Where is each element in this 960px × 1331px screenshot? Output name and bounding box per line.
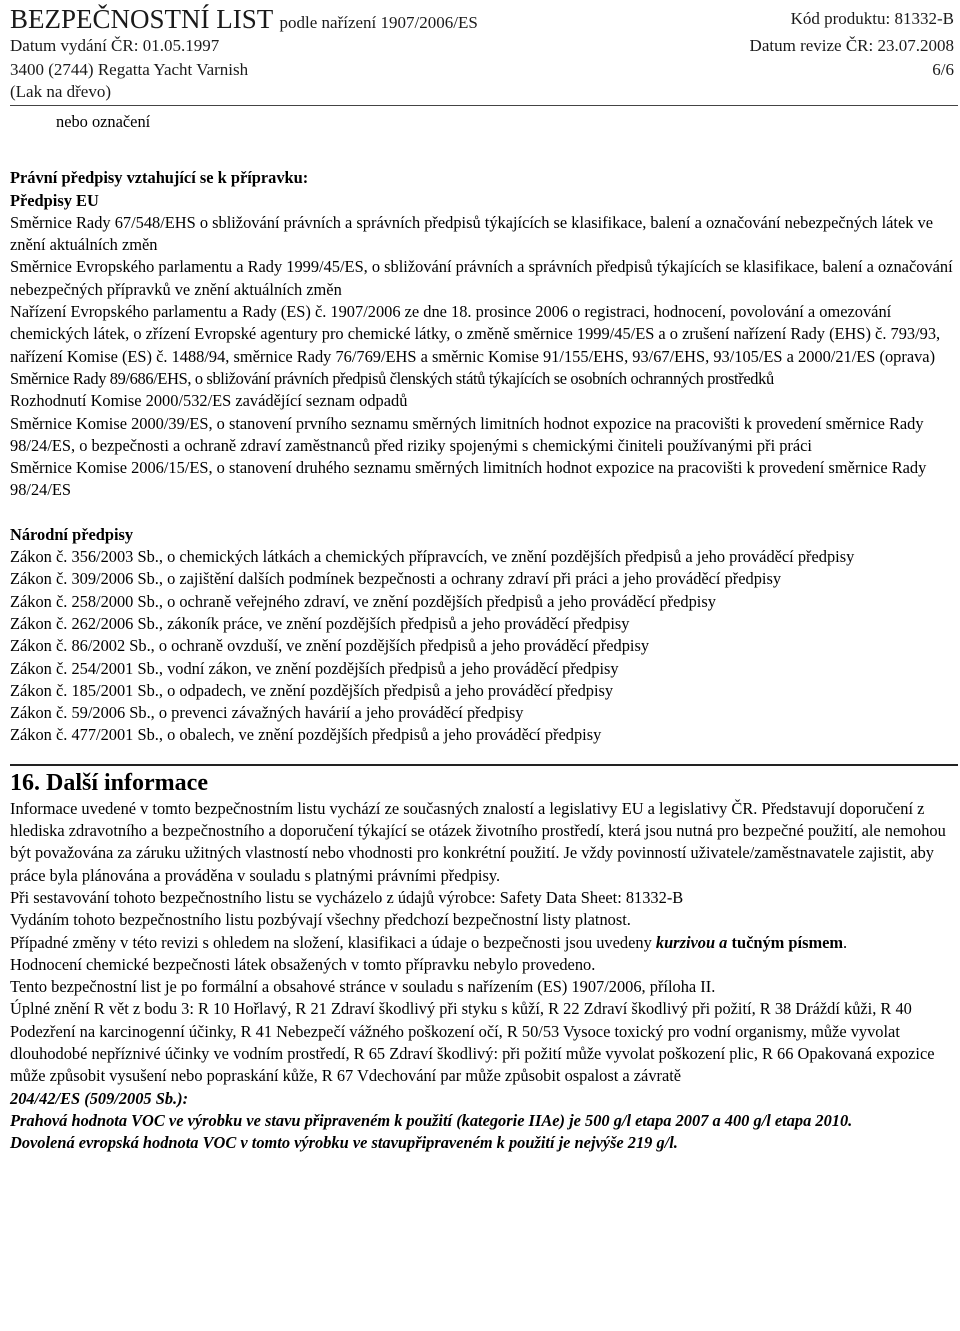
revision-note: Případné změny v této revizi s ohledem na složení, klasifikaci a údaje o bezpečnosti jsou uvedeny kurzivou a tučným písmem. <box>10 932 848 952</box>
voc-directive: 204/42/ES (509/2005 Sb.): <box>10 1088 189 1108</box>
voc-max-value: Dovolená evropská hodnota VOC v tomto výrobku ve stavupřipraveném k použití je nejvýše 219 g/l. <box>10 1133 678 1153</box>
info-paragraph: Informace uvedené v tomto bezpečnostním listu vychází ze současných znalostí a legislativy EU a legislativy ČR. Představují doporučení z hlediska zdravotního a bezpečnostního a doporučení týkající se otázek životního prostředí, která jsou nutná pro bezpečné použití, ale nemohou být považována za záruku užitných vlastností nebo vhodnosti pro konkrétní použití. Je vždy povinností uživatele/zaměstnavatele zajistit, aby práce byla plánována a prováděna v souladu s platnými právními předpisy. <box>10 798 946 885</box>
eu-item: Rozhodnutí Komise 2000/532/ES zavádějící seznam odpadů <box>10 391 408 411</box>
national-item: Zákon č. 258/2000 Sb., o ochraně veřejného zdraví, ve znění pozdějších předpisů a jeho prováděcí předpisy <box>10 591 716 611</box>
eu-item: Směrnice Komise 2006/15/ES, o stanovení druhého seznamu směrných limitních hodnot expozice na pracovišti k provedení směrnice Rady 98/24/ES <box>10 458 927 500</box>
header-row-1 <box>10 0 958 34</box>
legal-section <box>10 167 958 746</box>
regulation-reference: podle nařízení 1907/2006/ES <box>279 13 478 32</box>
info-paragraph: Tento bezpečnostní list je po formální a obsahové stránce v souladu s nařízením (ES) 1907/2006, příloha II. <box>10 977 716 997</box>
eu-item: Směrnice Komise 2000/39/ES, o stanovení prvního seznamu směrných limitních hodnot expozice na pracovišti k provedení směrnice Rady 98/24/ES, o bezpečnosti a ochraně zdraví zaměstnanců před riziky spojenými s chemickými činiteli používanými při práci <box>10 413 924 455</box>
document-page <box>10 0 958 1154</box>
eu-item: Směrnice Rady 89/686/EHS, o sbližování právních předpisů členských států týkajících se osobních ochranných prostředků <box>10 368 774 388</box>
legal-heading: Právní předpisy vztahující se k přípravku: <box>10 168 309 188</box>
continued-fragment: nebo označení <box>56 112 151 131</box>
r-phrases: Úplné znění R vět z bodu 3: R 10 Hořlavý, R 21 Zdraví škodlivý při styku s kůží, R 22 Zdraví škodlivý při požití, R 38 Dráždí kůži, R 40 Podezření na karcinogenní účinky, R 41 Nebezpečí vážného poškození očí, R 50/53 Vysoce toxický pro vodní organismy, může vyvolat dlouhodobé nepříznivé účinky ve vodním prostředí, R 65 Zdraví škodlivý: při požití může vyvolat poškození plic, R 66 Opakovaná expozice může způsobit vysušení nebo popraskání kůže, R 67 Vdechování par může způsobit ospalost a závratě <box>10 999 935 1086</box>
eu-item: Směrnice Rady 67/548/EHS o sbližování právních a správních předpisů týkajících se klasifikace, balení a označování nebezpečných látek ve znění aktuálních změn <box>10 212 934 255</box>
info-paragraph: Při sestavování tohoto bezpečnostního listu se vycházelo z údajů výrobce: Safety Data Sheet: 81332-B <box>10 887 684 907</box>
eu-item: Nařízení Evropského parlamentu a Rady (ES) č. 1907/2006 ze dne 18. prosince 2006 o registraci, hodnocení, povolování a omezování chemických látek, o zřízení Evropské agentury pro chemické látky, o změně směrnice 1999/45/ES a o zrušení nařízení Rady (EHS) č. 793/93, nařízení Komise (ES) č. 1488/94, směrnice Rady 76/769/EHS a směrnic Komise 91/155/EHS, 93/67/EHS, 93/105/ES a 2000/21/ES (oprava) <box>10 302 941 366</box>
header-row-2 <box>10 34 958 58</box>
document-title <box>10 4 478 35</box>
info-paragraph: Hodnocení chemické bezpečnosti látek obsažených v tomto přípravku nebylo provedeno. <box>10 954 596 974</box>
national-item: Zákon č. 477/2001 Sb., o obalech, ve znění pozdějších předpisů a jeho prováděcí předpisy <box>10 725 602 745</box>
eu-heading: Předpisy EU <box>10 190 99 210</box>
info-paragraph: Vydáním tohoto bezpečnostního listu pozbývají všechny předchozí bezpečnostní listy platnost. <box>10 910 631 930</box>
national-item: Zákon č. 185/2001 Sb., o odpadech, ve znění pozdějších předpisů a jeho prováděcí předpisy <box>10 680 614 700</box>
page-number: 6/6 <box>932 60 954 79</box>
national-item: Zákon č. 254/2001 Sb., vodní zákon, ve znění pozdějších předpisů a jeho prováděcí předpisy <box>10 658 619 678</box>
eu-item: Směrnice Evropského parlamentu a Rady 1999/45/ES, o sbližování právních a správních předpisů týkajících se klasifikace, balení a označování nebezpečných přípravků ve znění aktuálních změn <box>10 257 953 299</box>
section-title: 16. Další informace <box>10 769 208 796</box>
voc-threshold: Prahová hodnota VOC ve výrobku ve stavu připraveném k použití (kategorie IIAe) je 500 g/l etapa 2007 a 400 g/l etapa 2010. <box>10 1110 853 1130</box>
header-row-3 <box>10 58 958 80</box>
national-item: Zákon č. 59/2006 Sb., o prevenci závažných havárií a jeho prováděcí předpisy <box>10 703 524 723</box>
section-16 <box>10 768 958 1155</box>
header-row-4 <box>10 80 958 104</box>
bold-sample: tučným písmem <box>731 932 844 952</box>
product-code: Kód produktu: 81332-B <box>790 9 954 28</box>
italic-sample: kurzivou a <box>655 932 728 952</box>
header-divider <box>10 105 958 106</box>
national-item: Zákon č. 86/2002 Sb., o ochraně ovzduší, ve znění pozdějších předpisů a jeho prováděcí předpisy <box>10 636 650 656</box>
national-item: Zákon č. 309/2006 Sb., o zajištění dalších podmínek bezpečnosti a ochrany zdraví při práci a jeho prováděcí předpisy <box>10 569 782 589</box>
national-item: Zákon č. 356/2003 Sb., o chemických látkách a chemických přípravcích, ve znění pozdějších předpisů a jeho prováděcí předpisy <box>10 547 855 567</box>
revision-date: Datum revize ČR: 23.07.2008 <box>749 36 954 55</box>
product-type: (Lak na dřevo) <box>10 82 112 101</box>
national-heading: Národní předpisy <box>10 524 134 544</box>
national-item: Zákon č. 262/2006 Sb., zákoník práce, ve znění pozdějších předpisů a jeho prováděcí předpisy <box>10 613 630 633</box>
section-divider <box>10 764 958 766</box>
product-name: 3400 (2744) Regatta Yacht Varnish <box>10 60 249 79</box>
issue-date: Datum vydání ČR: 01.05.1997 <box>10 36 220 55</box>
title-text: BEZPEČNOSTNÍ LIST <box>10 4 273 34</box>
